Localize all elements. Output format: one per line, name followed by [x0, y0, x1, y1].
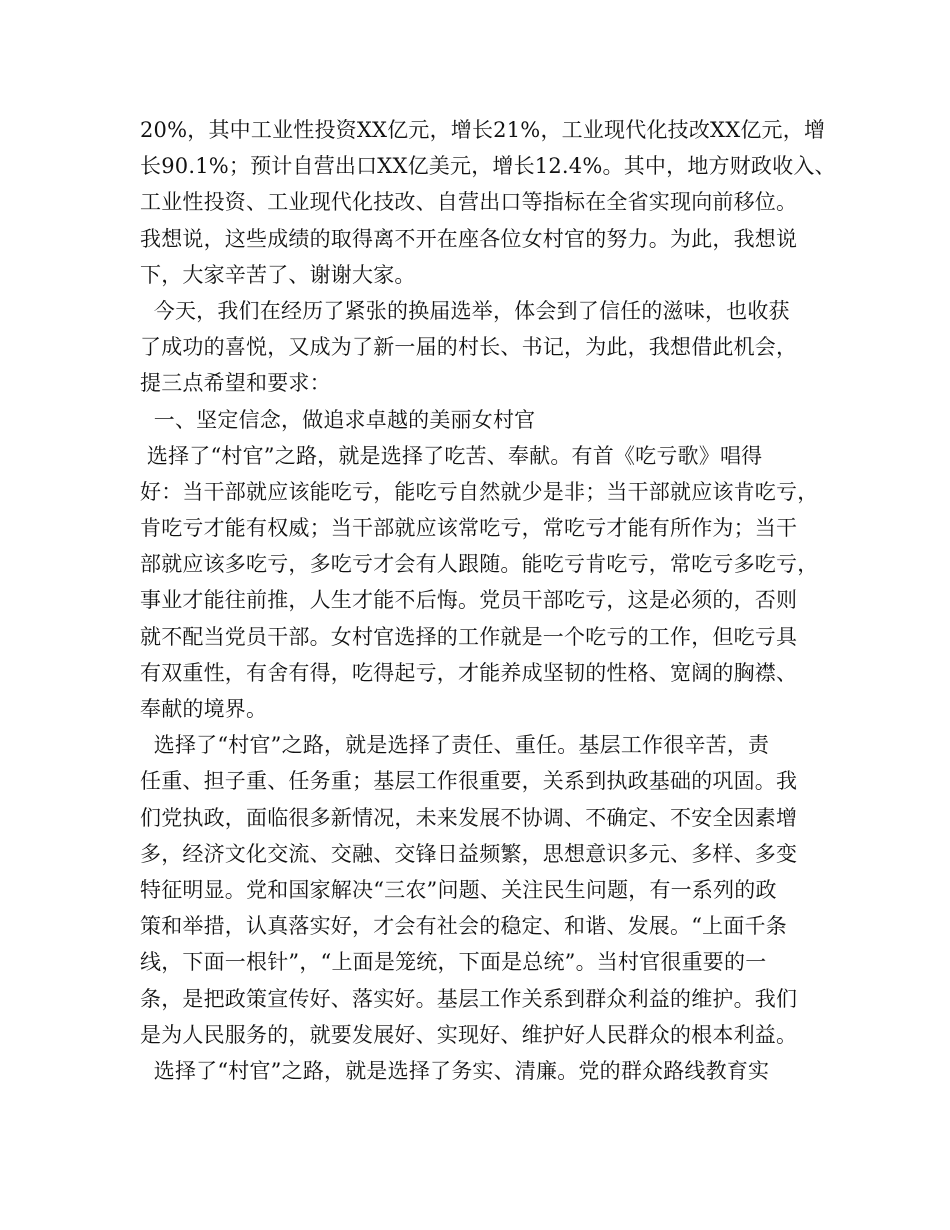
text-line: 部就应该多吃亏，多吃亏才会有人跟随。能吃亏肯吃亏，常吃亏多吃亏，: [140, 552, 819, 577]
text-line: 事业才能往前推，人生才能不后悔。党员干部吃亏，这是必须的，否则: [140, 588, 798, 613]
section-heading: 一、坚定信念，做追求卓越的美丽女村官: [140, 407, 536, 432]
text-line: 任重、担子重、任务重；基层工作很重要，关系到执政基础的巩固。我: [140, 769, 798, 794]
text-line: 奉献的境界。: [140, 697, 268, 721]
text-line: 选择了“村官”之路，就是选择了吃苦、奉献。有首《吃亏歌》唱得: [140, 443, 763, 468]
text-line: 特征明显。党和国家解决“三农”问题、关注民生问题，有一系列的政: [140, 877, 777, 902]
document-body: [140, 112, 840, 1089]
text-line: 就不配当党员干部。女村官选择的工作就是一个吃亏的工作，但吃亏具: [140, 624, 798, 649]
text-line: 下，大家辛苦了、谢谢大家。: [140, 262, 416, 287]
text-line: 条，是把政策宣传好、落实好。基层工作关系到群众利益的维护。我们: [140, 986, 798, 1011]
text-line: 我想说，这些成绩的取得离不开在座各位女村官的努力。为此，我想说: [140, 226, 798, 251]
text-line: 20%，其中工业性投资XX亿元，增长21%，工业现代化技改XX亿元，增: [140, 118, 826, 142]
text-line: 了成功的喜悦，又成为了新一届的村长、书记，为此，我想借此机会，: [140, 335, 798, 360]
text-line: 提三点希望和要求：: [140, 371, 331, 396]
text-line: 今天，我们在经历了紧张的换届选举，体会到了信任的滋味，也收获: [140, 298, 790, 323]
text-line: 肯吃亏才能有权威；当干部就应该常吃亏，常吃亏才能有所作为；当干: [140, 516, 798, 541]
text-line: 选择了“村官”之路，就是选择了务实、清廉。党的群众路线教育实: [140, 1058, 770, 1083]
text-line: 工业性投资、工业现代化技改、自营出口等指标在全省实现向前移位。: [140, 190, 798, 215]
text-line: 们党执政，面临很多新情况，未来发展不协调、不确定、不安全因素增: [140, 805, 798, 830]
text-line: 有双重性，有舍有得，吃得起亏，才能养成坚韧的性格、宽阔的胸襟、: [140, 660, 798, 685]
text-line: 长90.1%；预计自营出口XX亿美元，增长12.4%。其中，地方财政收入、: [140, 154, 836, 179]
text-line: 线，下面一根针”，“上面是笼统，下面是总统”。当村官很重要的一: [140, 950, 767, 975]
text-line: 是为人民服务的，就要发展好、实现好、维护好人民群众的根本利益。: [140, 1022, 798, 1047]
text-line: 多，经济文化交流、交融、交锋日益频繁，思想意识多元、多样、多变: [140, 841, 798, 866]
text-line: 好：当干部就应该能吃亏，能吃亏自然就少是非；当干部就应该肯吃亏，: [140, 479, 819, 504]
text-line: 策和举措，认真落实好，才会有社会的稳定、和谐、发展。“上面千条: [140, 914, 787, 939]
text-line: 选择了“村官”之路，就是选择了责任、重任。基层工作很辛苦，责: [140, 733, 770, 758]
